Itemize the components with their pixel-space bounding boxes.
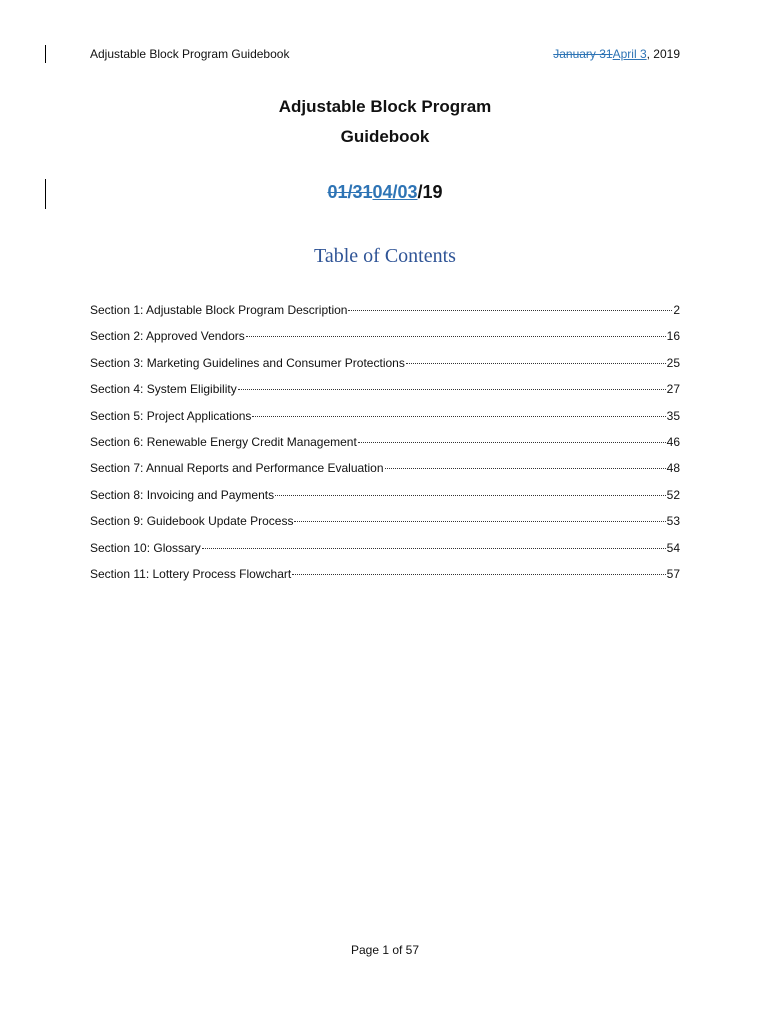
toc-entry-label: Section 11: Lottery Process Flowchart xyxy=(90,566,292,581)
toc-dot-leader xyxy=(246,336,666,337)
change-bar-header xyxy=(45,45,46,63)
toc-entry-page: 57 xyxy=(666,566,680,581)
toc-entry[interactable] xyxy=(90,329,680,355)
toc-dot-leader xyxy=(238,389,666,390)
toc-entry-page: 46 xyxy=(666,434,680,449)
toc-dot-leader xyxy=(202,548,666,549)
toc-entry[interactable] xyxy=(90,514,680,540)
toc-entry-page: 35 xyxy=(666,408,680,423)
toc-entry-page: 25 xyxy=(666,355,680,370)
toc-entry[interactable] xyxy=(90,541,680,567)
toc-dot-leader xyxy=(275,495,666,496)
toc-entry-label: Section 5: Project Applications xyxy=(90,408,252,423)
document-title xyxy=(0,92,770,152)
toc-entry[interactable] xyxy=(90,303,680,329)
toc-dot-leader xyxy=(358,442,666,443)
table-of-contents xyxy=(90,303,680,593)
toc-dot-leader xyxy=(406,363,666,364)
toc-entry-page: 54 xyxy=(666,540,680,555)
toc-dot-leader xyxy=(348,310,672,311)
toc-dot-leader xyxy=(292,574,665,575)
toc-entry-label: Section 2: Approved Vendors xyxy=(90,329,245,344)
toc-entry-page: 53 xyxy=(666,514,680,529)
document-date-inserted: 04/03 xyxy=(372,182,418,202)
toc-entry[interactable] xyxy=(90,356,680,382)
toc-entry-label: Section 7: Annual Reports and Performance Evaluation xyxy=(90,461,384,476)
running-header-date xyxy=(553,47,680,61)
running-header-title: Adjustable Block Program Guidebook xyxy=(90,47,290,61)
toc-entry-page: 2 xyxy=(673,303,680,317)
header-date-inserted: April 3 xyxy=(612,47,647,61)
page-footer: Page 1 of 57 xyxy=(350,943,420,957)
toc-entry-label: Section 8: Invoicing and Payments xyxy=(90,487,275,502)
toc-entry-page: 27 xyxy=(666,382,680,397)
toc-entry[interactable] xyxy=(90,435,680,461)
document-date xyxy=(0,182,770,203)
toc-entry-page: 16 xyxy=(666,329,680,344)
document-title-line2: Guidebook xyxy=(340,127,430,146)
header-date-deleted: January 31 xyxy=(553,47,613,61)
toc-heading: Table of Contents xyxy=(314,245,456,267)
toc-entry-page: 48 xyxy=(666,461,680,476)
toc-entry[interactable] xyxy=(90,409,680,435)
toc-dot-leader xyxy=(294,521,665,522)
toc-entry-page: 52 xyxy=(666,487,680,502)
toc-dot-leader xyxy=(385,468,666,469)
document-date-deleted: 01/31 xyxy=(327,182,373,202)
toc-entry-label: Section 1: Adjustable Block Program Description xyxy=(90,303,348,317)
toc-entry[interactable] xyxy=(90,567,680,593)
document-title-line1: Adjustable Block Program xyxy=(278,97,492,116)
toc-entry[interactable] xyxy=(90,382,680,408)
document-date-suffix: /19 xyxy=(417,182,443,202)
toc-entry[interactable] xyxy=(90,461,680,487)
toc-entry-label: Section 3: Marketing Guidelines and Consumer Protections xyxy=(90,355,405,370)
toc-entry-label: Section 10: Glossary xyxy=(90,540,201,555)
toc-entry[interactable] xyxy=(90,488,680,514)
header-date-suffix: , 2019 xyxy=(646,47,680,61)
toc-entry-label: Section 6: Renewable Energy Credit Management xyxy=(90,434,357,449)
toc-entry-label: Section 4: System Eligibility xyxy=(90,382,237,397)
toc-dot-leader xyxy=(252,416,665,417)
toc-entry-label: Section 9: Guidebook Update Process xyxy=(90,514,294,529)
